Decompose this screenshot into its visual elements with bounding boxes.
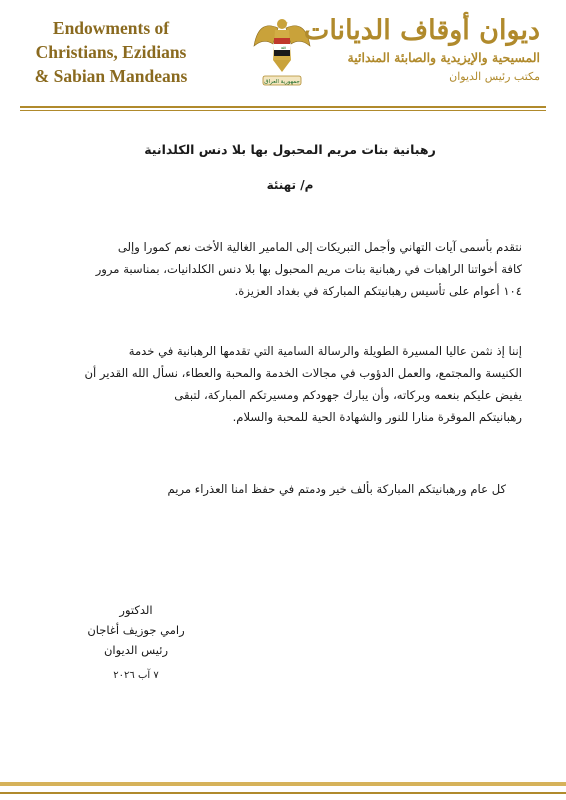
paragraph-2-line: يفيض عليكم بنعمه وبركاته، وأن يبارك جهودكم ومسيرتكم المباركة، لتبقى [174,388,522,402]
signature-title: الدكتور [119,603,153,617]
header-english-line-2: Christians, Ezidians [35,42,187,62]
header-arabic-subtitle: المسيحية والإيزيدية والصابئة المندائية [347,50,540,65]
header-divider-thin [20,110,546,111]
paragraph-1-line: كافة أخواتنا الراهبات في رهبانية بنات مريم المحبول بها بلا دنس الكلدانيات، بمناسبة مرور [95,262,522,276]
footer-band [0,782,566,786]
letter-paragraph-1 [44,236,522,302]
letter-re: م/ تهنئة [266,178,314,192]
letter-closing [66,478,506,500]
header-arabic-title: ديوان أوقاف الديانات [303,15,540,46]
letter-subject: رهبانية بنات مريم المحبول بها بلا دنس الكلدانية [144,142,436,157]
header-arabic-office: مكتب رئيس الديوان [449,70,540,83]
signature-date: ٧ آب ٢٠٢٦ [113,670,159,681]
header-arabic [303,14,540,86]
closing-line: كل عام ورهبانيتكم المباركة بألف خير ودمتم في حفظ امنا العذراء مريم [167,482,506,496]
letter-paragraph-2 [44,340,522,428]
paragraph-1-line: ١٠٤ أعوام على تأسيس رهبانيتكم المباركة في بغداد العزيزة. [234,284,522,298]
footer-line [0,792,566,794]
paragraph-1-line: نتقدم بأسمى آيات التهاني وأجمل التبريكات إلى المامير الغالية الأخت نعم كمورا وإلى [117,240,522,254]
signature-name: رامي جوزيف أغاجان [87,623,185,637]
emblem-caption: جمهورية العراق [264,79,300,85]
paragraph-2-line: إننا إذ نثمن عاليا المسيرة الطويلة والرسالة السامية التي تقدمها الرهبانية في خدمة [128,344,522,358]
signature-position: رئيس الديوان [103,643,169,657]
header-english-line-3: & Sabian Mandeans [34,66,188,86]
svg-text:ﷲ: ﷲ [280,45,284,50]
header-english-line-1: Endowments of [52,18,170,38]
paragraph-2-line: رهبانيتكم الموقرة منارا للنور والشهادة الحية للمحبة والسلام. [232,410,522,424]
paragraph-2-line: الكنيسة والمجتمع، والعمل الدؤوب في مجالات الخدمة والمحبة والعطاء، نسأل الله القدير أن [84,366,522,380]
header-divider [20,106,546,108]
header-english [22,16,200,88]
signature-block [56,600,216,686]
